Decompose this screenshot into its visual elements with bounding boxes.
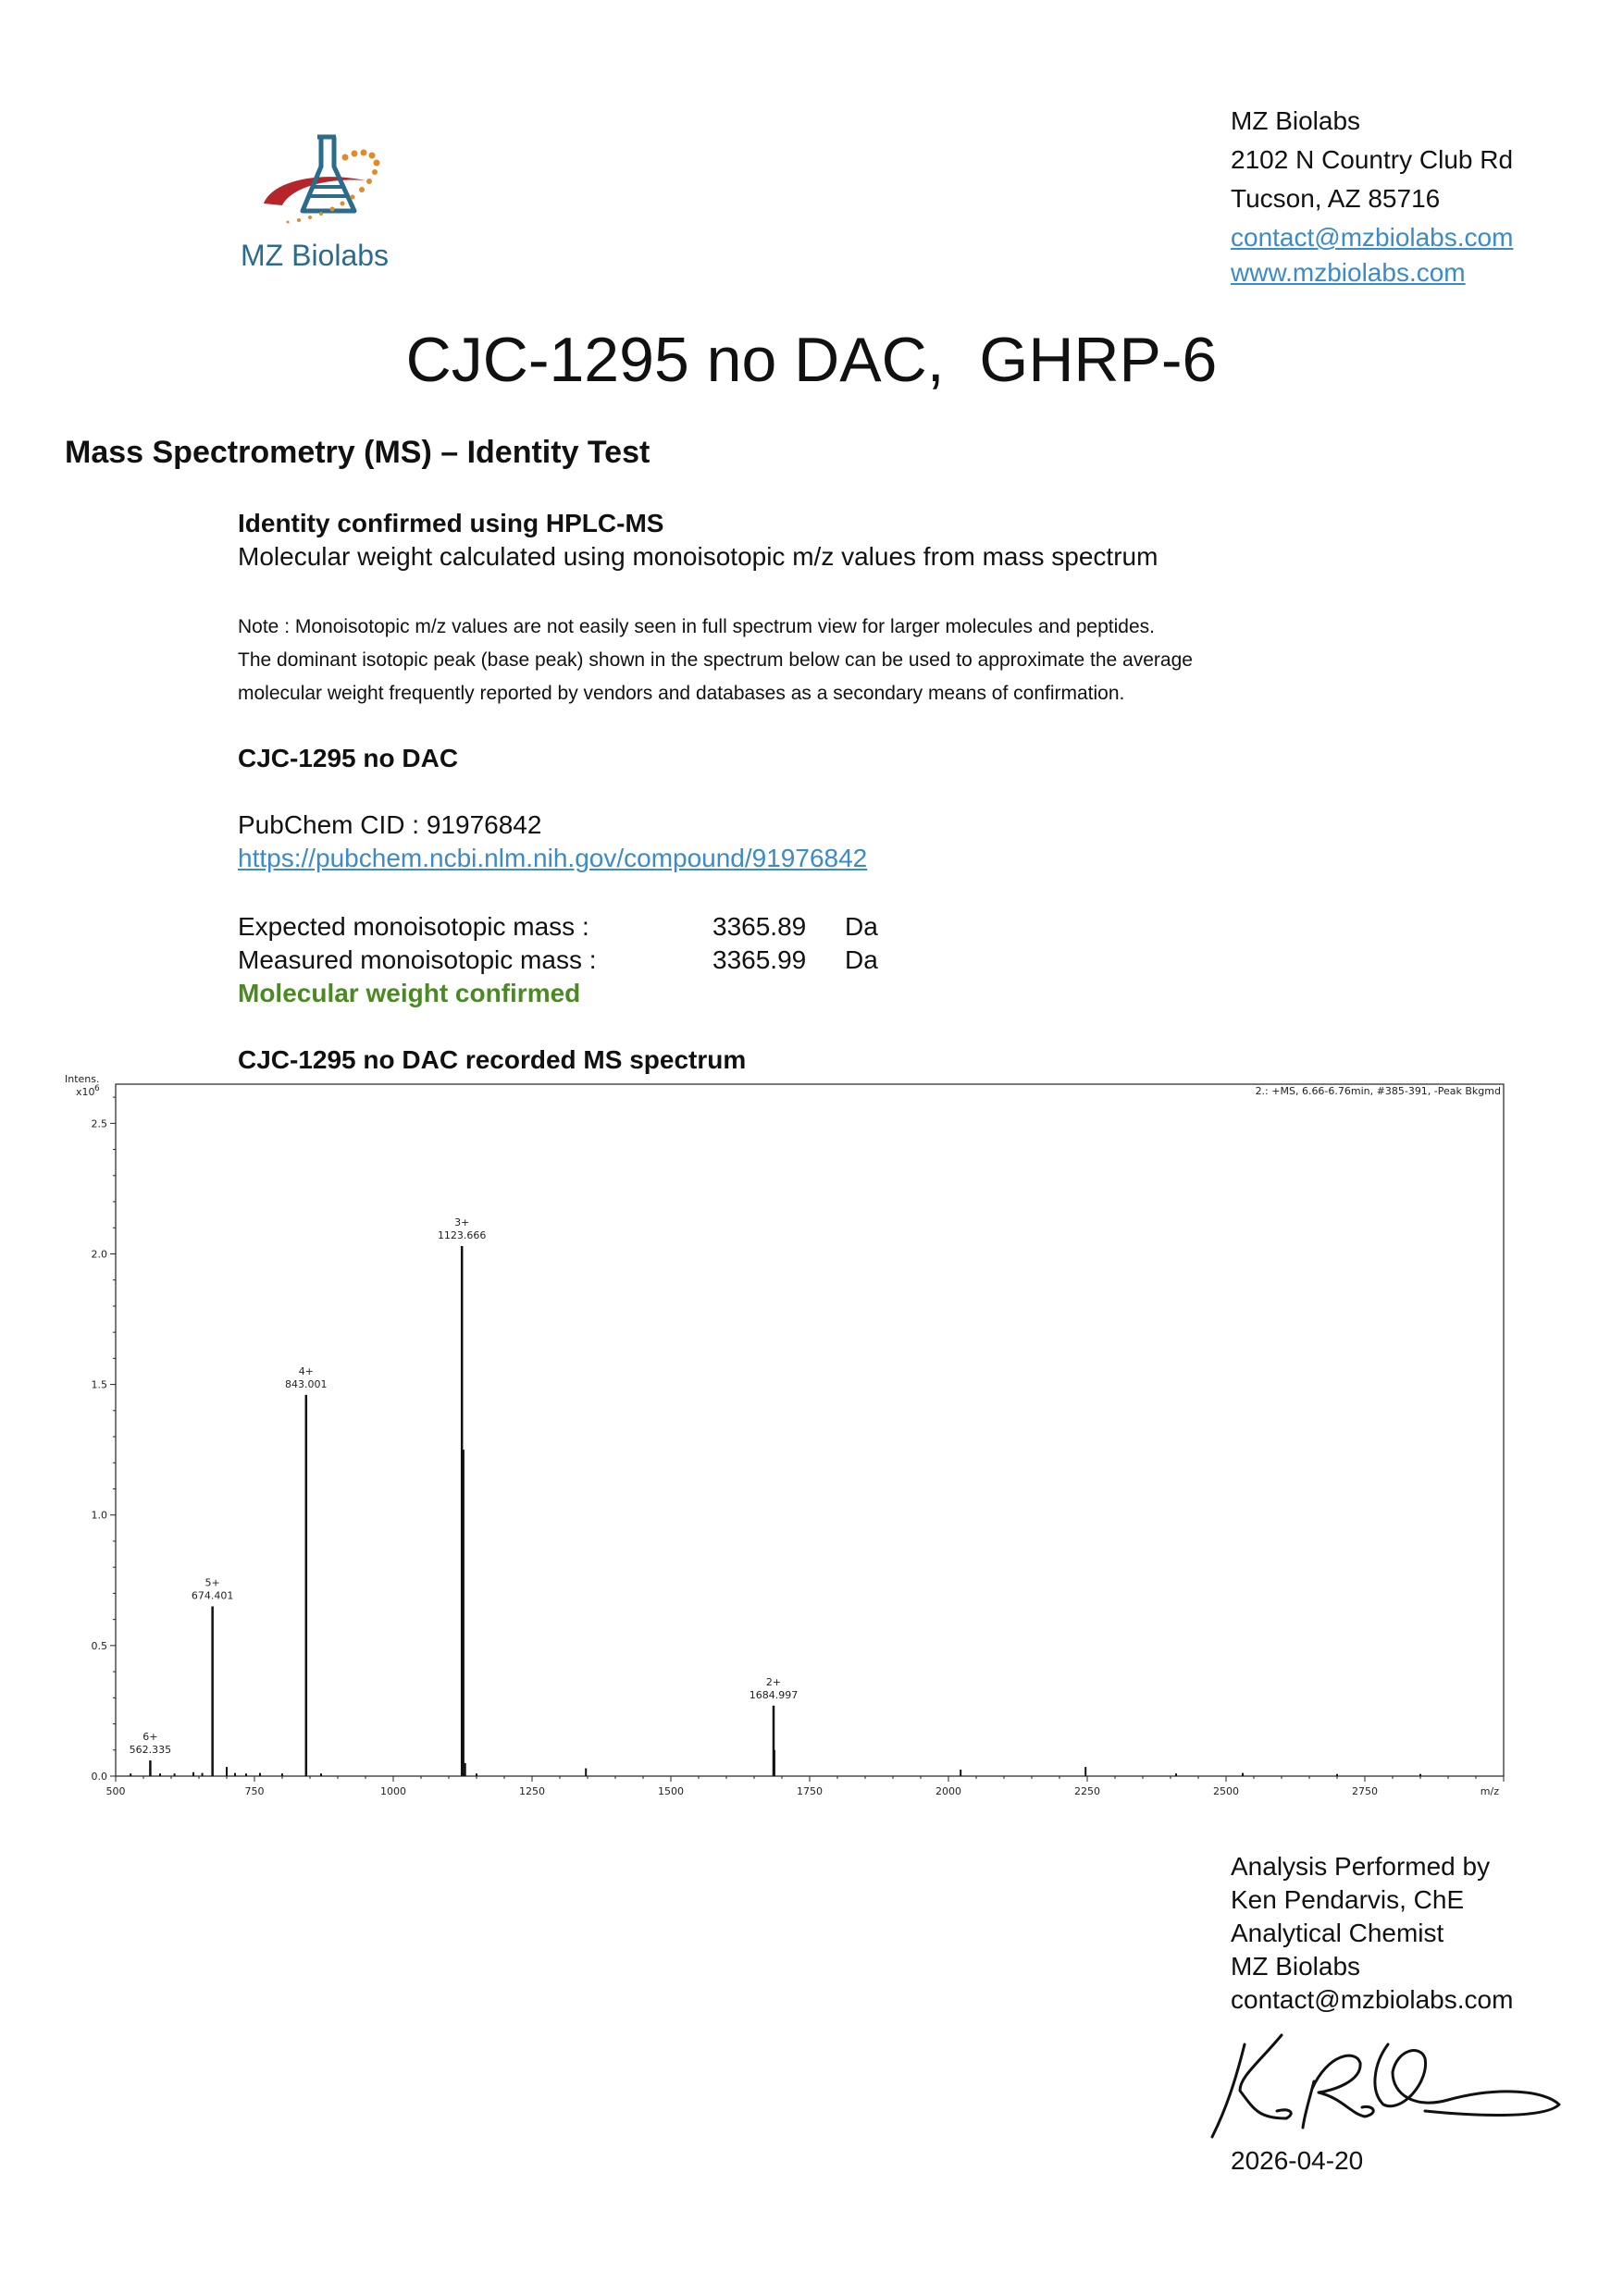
- compound-name: CJC-1295 no DAC: [238, 744, 459, 772]
- y-axis-scale: x10: [76, 1086, 95, 1098]
- x-axis-label: m/z: [1480, 1785, 1499, 1797]
- x-tick-label: 2750: [1352, 1785, 1378, 1797]
- company-logo: [236, 130, 421, 278]
- analyst-name: Ken Pendarvis, ChE: [1231, 1885, 1465, 1914]
- peak-mz-label: 843.001: [285, 1377, 328, 1390]
- page-title: CJC-1295 no DAC, GHRP-6: [405, 325, 1218, 395]
- x-tick-label: 1500: [658, 1785, 684, 1797]
- measured-mass-label: Measured monoisotopic mass :: [238, 945, 597, 974]
- peak-mz-label: 1684.997: [749, 1688, 799, 1701]
- report-date: 2026-04-20: [1231, 2146, 1364, 2175]
- expected-mass-unit: Da: [845, 912, 878, 941]
- plot-frame: [116, 1084, 1504, 1776]
- section-title: Mass Spectrometry (MS) – Identity Test: [65, 435, 650, 470]
- x-tick-label: 750: [244, 1785, 265, 1797]
- logo-text: MZ Biolabs: [241, 239, 390, 272]
- x-tick-label: 2500: [1213, 1785, 1239, 1797]
- legend-text: 2.: +MS, 6.66-6.76min, #385-391, -Peak Bkgmd: [1255, 1085, 1501, 1097]
- x-tick-label: 1750: [797, 1785, 823, 1797]
- pubchem-cid: PubChem CID : 91976842: [238, 810, 542, 839]
- peak-mz-label: 562.335: [129, 1744, 172, 1757]
- status-confirmed: Molecular weight confirmed: [238, 979, 581, 1007]
- analyst-company: MZ Biolabs: [1231, 1952, 1361, 1981]
- x-tick-label: 2250: [1074, 1785, 1100, 1797]
- expected-mass-value: 3365.89: [712, 912, 807, 941]
- signature-image: [1203, 2026, 1573, 2146]
- y-tick-label: 0.0: [91, 1771, 107, 1783]
- y-tick-label: 1.0: [91, 1509, 107, 1522]
- identity-subheading: Molecular weight calculated using monoisotopic m/z values from mass spectrum: [238, 542, 1158, 571]
- pubchem-link[interactable]: https://pubchem.ncbi.nlm.nih.gov/compound/91976842: [238, 844, 868, 872]
- peak-charge-label: 5+: [204, 1576, 220, 1589]
- peak-charge-label: 6+: [142, 1731, 158, 1744]
- note-line-1: Note : Monoisotopic m/z values are not easily seen in full spectrum view for larger molecules and peptides.: [238, 616, 1155, 637]
- analyst-title: Analytical Chemist: [1231, 1919, 1444, 1947]
- x-tick-label: 500: [105, 1785, 126, 1797]
- y-tick-label: 1.5: [91, 1378, 107, 1391]
- peak-charge-label: 2+: [765, 1675, 782, 1688]
- x-tick-label: 1250: [519, 1785, 545, 1797]
- email-link[interactable]: contact@mzbiolabs.com: [1231, 223, 1514, 252]
- measured-mass-unit: Da: [845, 945, 878, 974]
- spectrum-title: CJC-1295 no DAC recorded MS spectrum: [238, 1045, 747, 1074]
- y-tick-label: 2.5: [91, 1117, 107, 1130]
- y-axis-label: Intens.: [65, 1073, 100, 1085]
- y-axis-exponent: 6: [94, 1084, 100, 1093]
- flask-logo-icon: [254, 130, 403, 239]
- note-line-2: The dominant isotopic peak (base peak) shown in the spectrum below can be used to approximate the average: [238, 649, 1193, 671]
- analyst-email: contact@mzbiolabs.com: [1231, 1985, 1514, 2014]
- peak-charge-label: 3+: [454, 1216, 470, 1229]
- x-tick-label: 2000: [935, 1785, 961, 1797]
- website-link[interactable]: www.mzbiolabs.com: [1231, 258, 1466, 287]
- analysis-line-1: Analysis Performed by: [1231, 1852, 1491, 1881]
- peak-mz-label: 674.401: [191, 1589, 234, 1602]
- expected-mass-label: Expected monoisotopic mass :: [238, 912, 589, 941]
- peak-charge-label: 4+: [298, 1364, 314, 1377]
- note-line-3: molecular weight frequently reported by vendors and databases as a secondary means of confirmation.: [238, 683, 1125, 704]
- ms-spectrum-chart: [56, 1073, 1527, 1813]
- company-name: MZ Biolabs: [1231, 106, 1361, 135]
- company-street: 2102 N Country Club Rd: [1231, 145, 1514, 174]
- measured-mass-value: 3365.99: [712, 945, 807, 974]
- y-tick-label: 2.0: [91, 1248, 107, 1261]
- x-tick-label: 1000: [380, 1785, 406, 1797]
- peak-mz-label: 1123.666: [437, 1229, 487, 1242]
- identity-heading: Identity confirmed using HPLC-MS: [238, 509, 664, 537]
- company-city: Tucson, AZ 85716: [1231, 184, 1441, 213]
- y-tick-label: 0.5: [91, 1639, 107, 1652]
